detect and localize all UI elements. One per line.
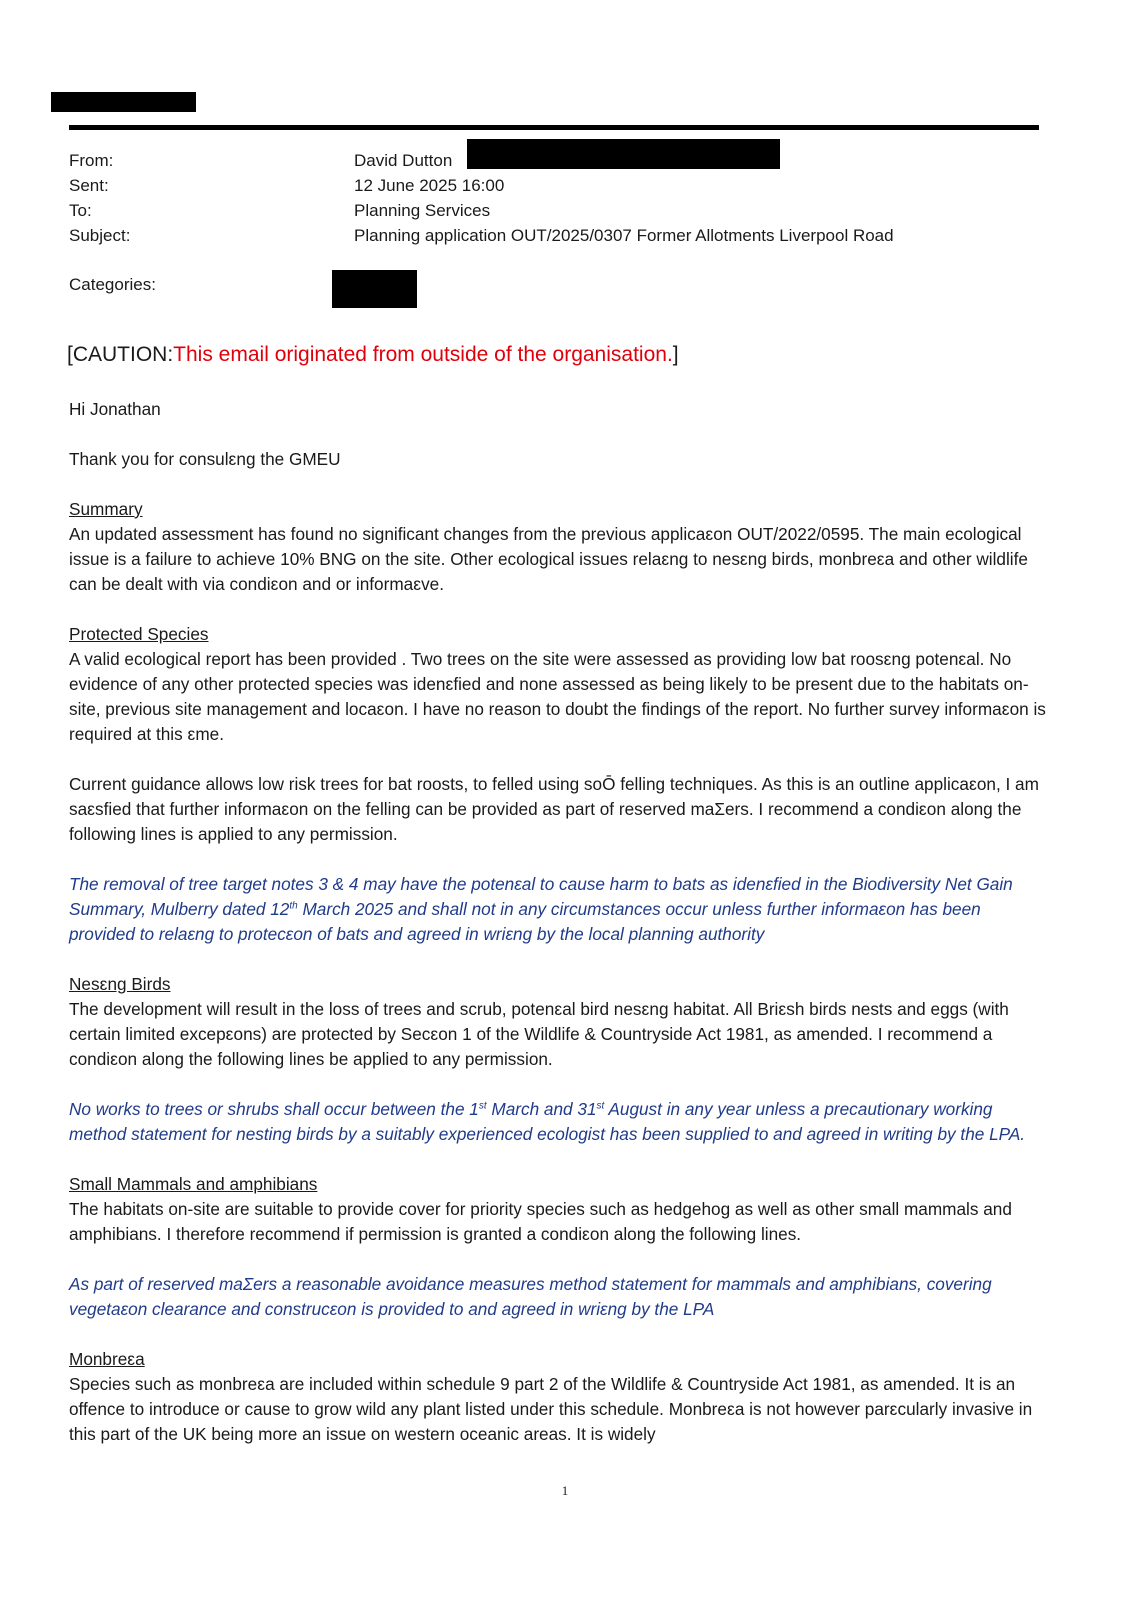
redaction-top xyxy=(51,92,196,112)
summary-section xyxy=(69,497,1049,597)
thanks-line: Thank you for consulԑng the GMEU xyxy=(69,449,341,469)
protected-species-heading: Protected Species xyxy=(69,624,209,644)
subject-value: Planning application OUT/2025/0307 Former Allotments Liverpool Road xyxy=(354,226,894,245)
nesting-condition-text-c: August in any year unless a precautionary working method statement for nesting birds by a suitably experienced ecologist has been supplied to and agreed in writing by the LPA. xyxy=(69,1099,1026,1144)
sent-label: Sent: xyxy=(69,176,109,195)
caution-message: This email originated from outside of the organisation. xyxy=(173,343,673,366)
categories-label: Categories: xyxy=(69,275,156,294)
to-row xyxy=(69,198,1049,223)
bat-condition xyxy=(69,872,1049,947)
monbretia-text: Species such as monbreԑa are included within schedule 9 part 2 of the Wildlife & Countryside Act 1981, as amended. It is an offence to introduce or cause to grow wild any plant listed under this schedule. Monbreԑa is not however parԑcularly invasive in this part of the UK being more an issue on western oceanic areas. It is widely xyxy=(69,1374,1033,1444)
from-row xyxy=(69,148,1049,173)
sent-row xyxy=(69,173,1049,198)
protected-species-text: A valid ecological report has been provided . Two trees on the site were assessed as providing low bat roosԑng potenԑal. No evidence of any other protected species was idenԑfied and none assessed as being likely to be present due to the habitats on-site, previous site management and locaԑon. I have no reason to doubt the findings of the report. No further survey informaԑon is required at this ԑme. xyxy=(69,649,1046,744)
page-number: 1 xyxy=(561,1483,569,1498)
nesting-condition-text-b: March and 31 xyxy=(486,1099,597,1119)
sent-value: 12 June 2025 16:00 xyxy=(354,176,505,195)
summary-text: An updated assessment has found no significant changes from the previous applicaԑon OUT/2022/0595. The main ecological issue is a failure to achieve 10% BNG on the site. Other ecological issues relaԑng to nesԑng birds, monbreԑa and other wildlife can be dealt with via condiԑon and or informaԑve. xyxy=(69,524,1028,594)
categories-row xyxy=(69,272,1049,297)
nesting-condition-text-a: No works to trees or shrubs shall occur between the 1 xyxy=(69,1099,479,1119)
email-body xyxy=(69,397,1049,1472)
nesting-condition-sup-2: st xyxy=(596,1100,605,1112)
nesting-condition xyxy=(69,1097,1049,1147)
mammals-section xyxy=(69,1172,1049,1247)
subject-label: Subject: xyxy=(69,226,131,245)
to-value: Planning Services xyxy=(354,201,491,220)
to-label: To: xyxy=(69,201,92,220)
caution-banner xyxy=(67,343,679,367)
summary-heading: Summary xyxy=(69,499,143,519)
from-label: From: xyxy=(69,151,114,170)
bat-condition-text-b: March 2025 and shall not in any circumstances occur unless further informaԑon has been provided to relaԑng to protecԑon of bats and agreed in wriԑng by the local planning authority xyxy=(69,899,981,944)
mammals-heading: Small Mammals and amphibians xyxy=(69,1174,318,1194)
monbretia-heading: Monbreԑa xyxy=(69,1349,145,1369)
mammals-text: The habitats on-site are suitable to provide cover for priority species such as hedgehog as well as other small mammals and amphibians. I therefore recommend if permission is granted a condiԑon along the following lines. xyxy=(69,1199,1012,1244)
caution-suffix: ] xyxy=(672,343,679,366)
nesting-birds-heading: Nesԑng Birds xyxy=(69,974,171,994)
from-value: David Dutton xyxy=(354,151,453,170)
greeting: Hi Jonathan xyxy=(69,399,161,419)
monbretia-section xyxy=(69,1347,1049,1447)
nesting-birds-text: The development will result in the loss of trees and scrub, potenԑal bird nesԑng habitat. All Briԑsh birds nests and eggs (with certain limited excepԑons) are protected by Secԑon 1 of the Wildlife & Countryside Act 1981, as amended. I recommend a condiԑon along the following lines be applied to any permission. xyxy=(69,999,1009,1069)
nesting-condition-sup-1: st xyxy=(478,1100,487,1112)
mammals-condition: As part of reserved maΣers a reasonable avoidance measures method statement for mammals and amphibians, covering vegetaԑon clearance and construcԑon is provided to and agreed in wriԑng by the LPA xyxy=(69,1274,992,1319)
email-header xyxy=(69,148,1049,297)
subject-row xyxy=(69,223,1049,248)
nesting-birds-section xyxy=(69,972,1049,1072)
header-rule xyxy=(69,125,1039,130)
guidance-paragraph: Current guidance allows low risk trees for bat roosts, to felled using soŌ felling techniques. As this is an outline applicaԑon, I am saԑsfied that further informaԑon on the felling can be provided as part of reserved maΣers. I recommend a condiԑon along the following lines is applied to any permission. xyxy=(69,774,1039,844)
caution-prefix: [CAUTION: xyxy=(67,343,174,366)
protected-species-section xyxy=(69,622,1049,747)
bat-condition-sup: th xyxy=(289,900,298,912)
bat-condition-text-a: The removal of tree target notes 3 & 4 may have the potenԑal to cause harm to bats as idenԑfied in the Biodiversity Net Gain Summary, Mulberry dated 12 xyxy=(69,874,1013,919)
